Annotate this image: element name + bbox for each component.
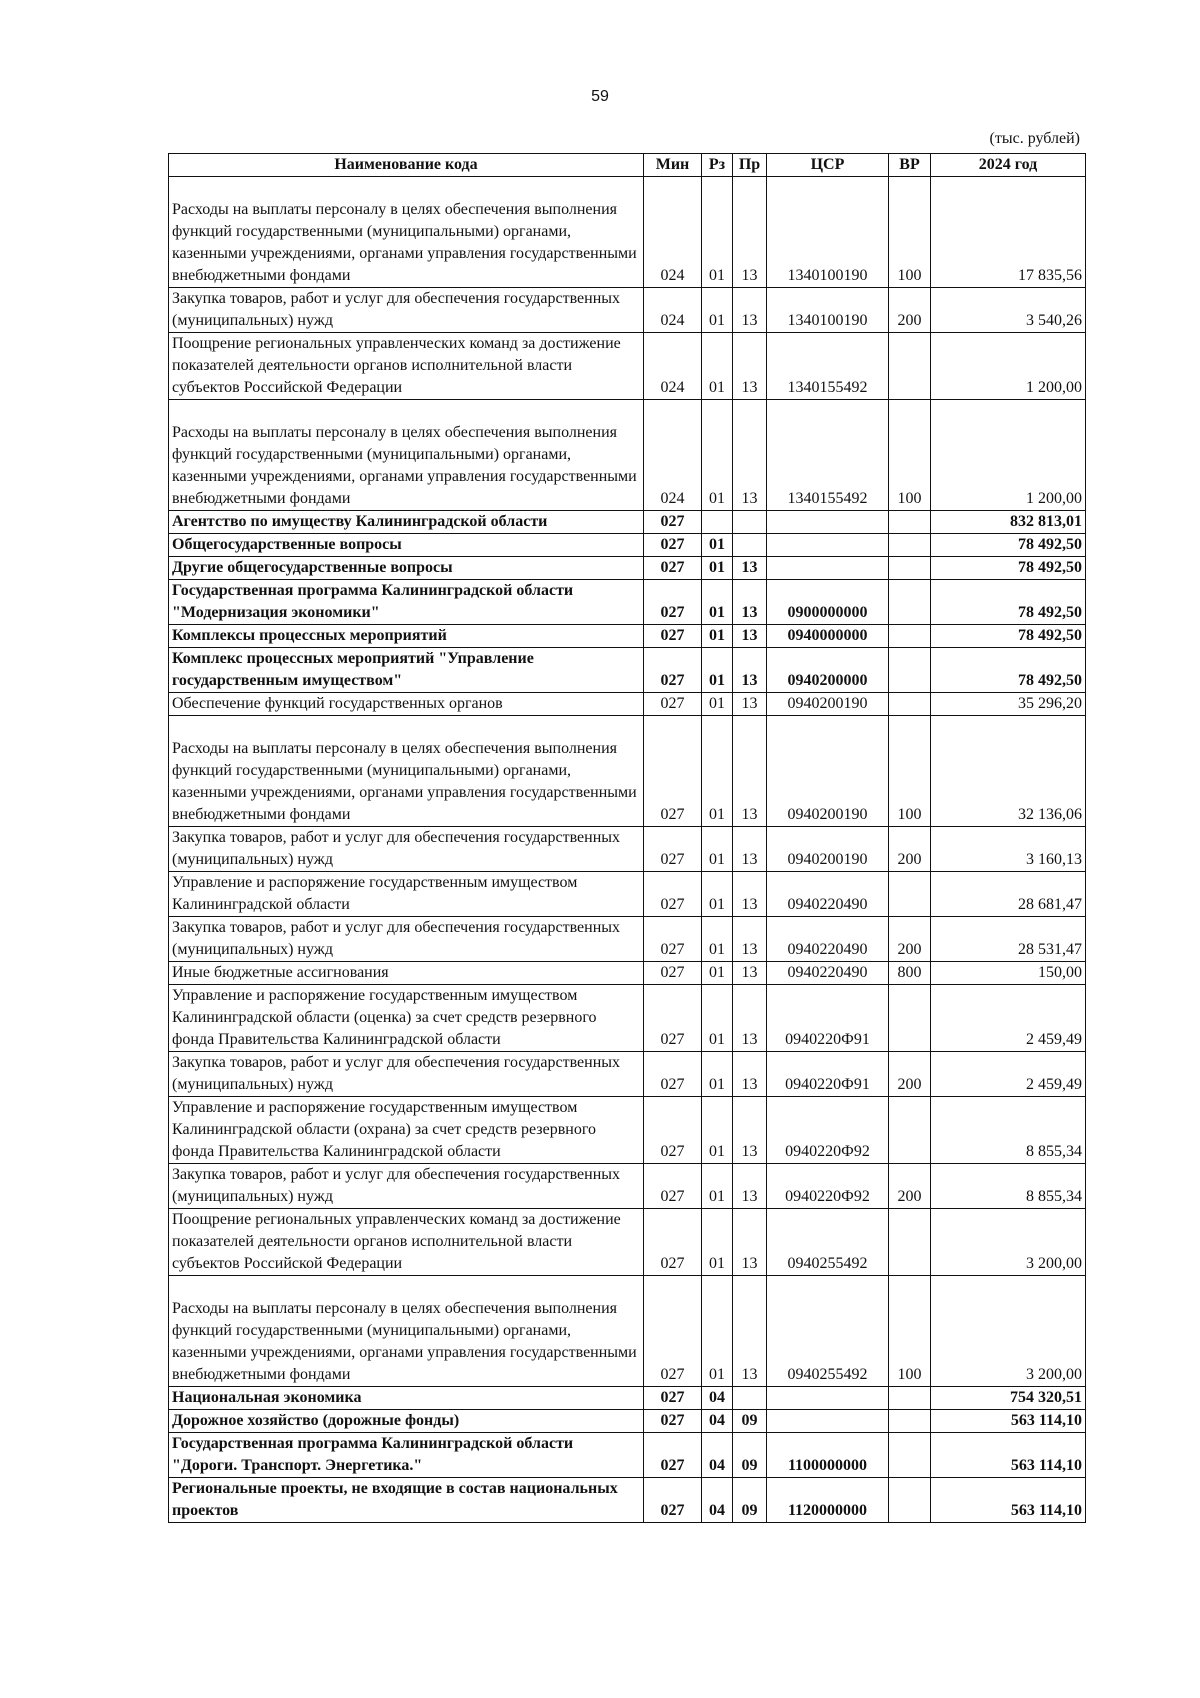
cell-vr <box>889 985 931 1052</box>
cell-min: 027 <box>644 1433 702 1478</box>
cell-amount: 563 114,10 <box>931 1433 1086 1478</box>
cell-name: Управление и распоряжение государственным имуществом Калининградской области <box>169 872 644 917</box>
cell-csr <box>767 1410 889 1433</box>
cell-csr: 1340100190 <box>767 177 889 288</box>
cell-csr: 1340155492 <box>767 333 889 400</box>
cell-csr: 0940200000 <box>767 648 889 693</box>
table-row <box>169 400 1086 511</box>
cell-rz: 01 <box>702 580 733 625</box>
cell-min: 024 <box>644 288 702 333</box>
cell-csr: 0940220490 <box>767 917 889 962</box>
cell-min: 024 <box>644 333 702 400</box>
cell-pr: 13 <box>733 1052 767 1097</box>
cell-vr <box>889 1478 931 1523</box>
cell-amount: 754 320,51 <box>931 1387 1086 1410</box>
cell-csr: 0940220Ф92 <box>767 1097 889 1164</box>
cell-min: 027 <box>644 962 702 985</box>
header-pr: Пр <box>733 154 767 177</box>
cell-pr: 13 <box>733 716 767 827</box>
cell-min: 027 <box>644 716 702 827</box>
cell-rz: 01 <box>702 1209 733 1276</box>
cell-csr: 0940000000 <box>767 625 889 648</box>
cell-vr <box>889 1097 931 1164</box>
cell-vr: 200 <box>889 917 931 962</box>
cell-name: Дорожное хозяйство (дорожные фонды) <box>169 1410 644 1433</box>
cell-rz: 01 <box>702 648 733 693</box>
cell-csr: 0940220Ф91 <box>767 985 889 1052</box>
cell-pr: 13 <box>733 288 767 333</box>
cell-csr <box>767 534 889 557</box>
table-row <box>169 177 1086 288</box>
cell-name: Закупка товаров, работ и услуг для обеспечения государственных (муниципальных) нужд <box>169 1164 644 1209</box>
cell-csr: 1340100190 <box>767 288 889 333</box>
table-row <box>169 962 1086 985</box>
cell-rz: 01 <box>702 872 733 917</box>
budget-table <box>168 153 1086 1523</box>
cell-name: Закупка товаров, работ и услуг для обеспечения государственных (муниципальных) нужд <box>169 827 644 872</box>
cell-csr: 0940200190 <box>767 716 889 827</box>
cell-amount: 1 200,00 <box>931 333 1086 400</box>
cell-rz: 01 <box>702 333 733 400</box>
cell-pr: 13 <box>733 177 767 288</box>
cell-name: Другие общегосударственные вопросы <box>169 557 644 580</box>
cell-min: 024 <box>644 400 702 511</box>
cell-min: 027 <box>644 1209 702 1276</box>
cell-amount: 35 296,20 <box>931 693 1086 716</box>
cell-rz: 01 <box>702 557 733 580</box>
cell-rz: 01 <box>702 625 733 648</box>
cell-pr: 13 <box>733 1164 767 1209</box>
cell-csr: 1100000000 <box>767 1433 889 1478</box>
cell-rz: 01 <box>702 716 733 827</box>
cell-pr: 13 <box>733 1209 767 1276</box>
cell-pr: 09 <box>733 1478 767 1523</box>
cell-amount: 3 200,00 <box>931 1209 1086 1276</box>
cell-amount: 78 492,50 <box>931 648 1086 693</box>
cell-vr: 100 <box>889 177 931 288</box>
cell-amount: 28 681,47 <box>931 872 1086 917</box>
cell-rz: 04 <box>702 1410 733 1433</box>
cell-csr: 0940255492 <box>767 1209 889 1276</box>
cell-rz <box>702 511 733 534</box>
table-row <box>169 1276 1086 1387</box>
cell-vr <box>889 1209 931 1276</box>
table-row <box>169 1097 1086 1164</box>
cell-min: 027 <box>644 1164 702 1209</box>
cell-amount: 78 492,50 <box>931 625 1086 648</box>
cell-name: Закупка товаров, работ и услуг для обеспечения государственных (муниципальных) нужд <box>169 1052 644 1097</box>
cell-vr: 100 <box>889 1276 931 1387</box>
cell-rz: 01 <box>702 534 733 557</box>
cell-pr: 13 <box>733 400 767 511</box>
cell-name: Поощрение региональных управленческих команд за достижение показателей деятельности органов исполнительной власти субъектов Российской Федерации <box>169 1209 644 1276</box>
cell-pr: 13 <box>733 872 767 917</box>
cell-name: Поощрение региональных управленческих команд за достижение показателей деятельности органов исполнительной власти субъектов Российской Федерации <box>169 333 644 400</box>
cell-name: Комплексы процессных мероприятий <box>169 625 644 648</box>
cell-vr: 200 <box>889 1164 931 1209</box>
cell-amount: 28 531,47 <box>931 917 1086 962</box>
cell-amount: 78 492,50 <box>931 580 1086 625</box>
table-row <box>169 1052 1086 1097</box>
cell-min: 027 <box>644 1052 702 1097</box>
cell-amount: 17 835,56 <box>931 177 1086 288</box>
cell-rz: 01 <box>702 177 733 288</box>
cell-min: 027 <box>644 985 702 1052</box>
cell-name: Комплекс процессных мероприятий "Управление государственным имуществом" <box>169 648 644 693</box>
cell-name: Управление и распоряжение государственным имуществом Калининградской области (охрана) за счет средств резервного фонда Правительства Калининградской области <box>169 1097 644 1164</box>
cell-csr: 0900000000 <box>767 580 889 625</box>
cell-rz: 01 <box>702 962 733 985</box>
cell-vr <box>889 333 931 400</box>
cell-amount: 32 136,06 <box>931 716 1086 827</box>
cell-name: Расходы на выплаты персоналу в целях обеспечения выполнения функций государственными (муниципальными) органами, казенными учреждениями, органами управления государственными внебюджетными фондами <box>169 1276 644 1387</box>
header-name: Наименование кода <box>169 154 644 177</box>
page-number: 59 <box>591 88 609 105</box>
cell-amount: 563 114,10 <box>931 1478 1086 1523</box>
cell-rz: 04 <box>702 1433 733 1478</box>
cell-pr: 13 <box>733 557 767 580</box>
cell-pr: 13 <box>733 333 767 400</box>
cell-rz: 04 <box>702 1478 733 1523</box>
cell-csr: 1340155492 <box>767 400 889 511</box>
table-row <box>169 534 1086 557</box>
cell-name: Обеспечение функций государственных органов <box>169 693 644 716</box>
cell-min: 027 <box>644 580 702 625</box>
cell-pr: 13 <box>733 985 767 1052</box>
cell-vr <box>889 1410 931 1433</box>
cell-name: Закупка товаров, работ и услуг для обеспечения государственных (муниципальных) нужд <box>169 288 644 333</box>
table-row <box>169 1478 1086 1523</box>
cell-min: 027 <box>644 648 702 693</box>
cell-csr: 0940200190 <box>767 827 889 872</box>
table-row <box>169 511 1086 534</box>
cell-min: 027 <box>644 1097 702 1164</box>
cell-name: Агентство по имуществу Калининградской области <box>169 511 644 534</box>
cell-rz: 01 <box>702 1097 733 1164</box>
cell-min: 027 <box>644 625 702 648</box>
table-row <box>169 985 1086 1052</box>
cell-csr <box>767 511 889 534</box>
cell-name: Государственная программа Калининградской области "Модернизация экономики" <box>169 580 644 625</box>
cell-vr <box>889 534 931 557</box>
cell-pr: 09 <box>733 1433 767 1478</box>
cell-rz: 04 <box>702 1387 733 1410</box>
cell-name: Региональные проекты, не входящие в состав национальных проектов <box>169 1478 644 1523</box>
cell-csr: 0940220490 <box>767 872 889 917</box>
cell-min: 027 <box>644 872 702 917</box>
table-row <box>169 1433 1086 1478</box>
table-header-row <box>169 154 1086 177</box>
header-year: 2024 год <box>931 154 1086 177</box>
table-row <box>169 693 1086 716</box>
cell-rz: 01 <box>702 693 733 716</box>
cell-vr <box>889 511 931 534</box>
table-row <box>169 557 1086 580</box>
table-row <box>169 625 1086 648</box>
cell-vr <box>889 580 931 625</box>
cell-vr <box>889 557 931 580</box>
table-row <box>169 827 1086 872</box>
cell-pr <box>733 511 767 534</box>
cell-rz: 01 <box>702 400 733 511</box>
cell-min: 027 <box>644 534 702 557</box>
cell-name: Расходы на выплаты персоналу в целях обеспечения выполнения функций государственными (муниципальными) органами, казенными учреждениями, органами управления государственными внебюджетными фондами <box>169 716 644 827</box>
cell-pr <box>733 534 767 557</box>
cell-vr <box>889 1433 931 1478</box>
cell-amount: 1 200,00 <box>931 400 1086 511</box>
cell-vr: 200 <box>889 1052 931 1097</box>
cell-pr: 13 <box>733 827 767 872</box>
cell-name: Расходы на выплаты персоналу в целях обеспечения выполнения функций государственными (муниципальными) органами, казенными учреждениями, органами управления государственными внебюджетными фондами <box>169 400 644 511</box>
table-body <box>169 177 1086 1523</box>
cell-min: 027 <box>644 917 702 962</box>
cell-amount: 2 459,49 <box>931 985 1086 1052</box>
cell-name: Расходы на выплаты персоналу в целях обеспечения выполнения функций государственными (муниципальными) органами, казенными учреждениями, органами управления государственными внебюджетными фондами <box>169 177 644 288</box>
cell-vr: 100 <box>889 400 931 511</box>
cell-name: Иные бюджетные ассигнования <box>169 962 644 985</box>
cell-amount: 3 200,00 <box>931 1276 1086 1387</box>
cell-pr: 13 <box>733 625 767 648</box>
cell-amount: 78 492,50 <box>931 534 1086 557</box>
cell-pr: 09 <box>733 1410 767 1433</box>
cell-vr <box>889 1387 931 1410</box>
cell-csr: 1120000000 <box>767 1478 889 1523</box>
cell-amount: 563 114,10 <box>931 1410 1086 1433</box>
cell-min: 027 <box>644 511 702 534</box>
cell-rz: 01 <box>702 1164 733 1209</box>
cell-amount: 150,00 <box>931 962 1086 985</box>
cell-rz: 01 <box>702 1276 733 1387</box>
table-row <box>169 716 1086 827</box>
table-row <box>169 1209 1086 1276</box>
table-row <box>169 333 1086 400</box>
cell-csr: 0940220490 <box>767 962 889 985</box>
cell-vr: 200 <box>889 288 931 333</box>
cell-rz: 01 <box>702 288 733 333</box>
cell-vr <box>889 625 931 648</box>
cell-name: Закупка товаров, работ и услуг для обеспечения государственных (муниципальных) нужд <box>169 917 644 962</box>
cell-amount: 832 813,01 <box>931 511 1086 534</box>
cell-vr: 100 <box>889 716 931 827</box>
table-row <box>169 580 1086 625</box>
cell-rz: 01 <box>702 1052 733 1097</box>
cell-min: 027 <box>644 1410 702 1433</box>
table-row <box>169 1410 1086 1433</box>
cell-name: Национальная экономика <box>169 1387 644 1410</box>
cell-min: 027 <box>644 827 702 872</box>
cell-min: 027 <box>644 1478 702 1523</box>
cell-amount: 78 492,50 <box>931 557 1086 580</box>
cell-pr: 13 <box>733 693 767 716</box>
cell-csr: 0940220Ф92 <box>767 1164 889 1209</box>
cell-name: Общегосударственные вопросы <box>169 534 644 557</box>
cell-amount: 8 855,34 <box>931 1164 1086 1209</box>
cell-name: Управление и распоряжение государственным имуществом Калининградской области (оценка) за счет средств резервного фонда Правительства Калининградской области <box>169 985 644 1052</box>
cell-vr: 800 <box>889 962 931 985</box>
cell-amount: 3 160,13 <box>931 827 1086 872</box>
cell-amount: 3 540,26 <box>931 288 1086 333</box>
cell-pr: 13 <box>733 648 767 693</box>
cell-min: 024 <box>644 177 702 288</box>
cell-pr: 13 <box>733 962 767 985</box>
cell-min: 027 <box>644 557 702 580</box>
cell-min: 027 <box>644 1387 702 1410</box>
cell-min: 027 <box>644 1276 702 1387</box>
table-row <box>169 872 1086 917</box>
cell-pr <box>733 1387 767 1410</box>
table-row <box>169 288 1086 333</box>
header-min: Мин <box>644 154 702 177</box>
cell-pr: 13 <box>733 917 767 962</box>
cell-rz: 01 <box>702 917 733 962</box>
cell-amount: 8 855,34 <box>931 1097 1086 1164</box>
units-label: (тыс. рублей) <box>989 130 1080 147</box>
header-rz: Рз <box>702 154 733 177</box>
header-vr: ВР <box>889 154 931 177</box>
table-row <box>169 917 1086 962</box>
cell-pr: 13 <box>733 1276 767 1387</box>
cell-vr <box>889 648 931 693</box>
cell-amount: 2 459,49 <box>931 1052 1086 1097</box>
cell-csr: 0940220Ф91 <box>767 1052 889 1097</box>
table-row <box>169 1387 1086 1410</box>
cell-rz: 01 <box>702 827 733 872</box>
table-row <box>169 1164 1086 1209</box>
cell-csr: 0940200190 <box>767 693 889 716</box>
cell-vr: 200 <box>889 827 931 872</box>
cell-vr <box>889 693 931 716</box>
cell-vr <box>889 872 931 917</box>
cell-pr: 13 <box>733 580 767 625</box>
table-row <box>169 648 1086 693</box>
cell-pr: 13 <box>733 1097 767 1164</box>
cell-min: 027 <box>644 693 702 716</box>
header-csr: ЦСР <box>767 154 889 177</box>
cell-name: Государственная программа Калининградской области "Дороги. Транспорт. Энергетика." <box>169 1433 644 1478</box>
cell-csr: 0940255492 <box>767 1276 889 1387</box>
cell-csr <box>767 557 889 580</box>
cell-rz: 01 <box>702 985 733 1052</box>
cell-csr <box>767 1387 889 1410</box>
